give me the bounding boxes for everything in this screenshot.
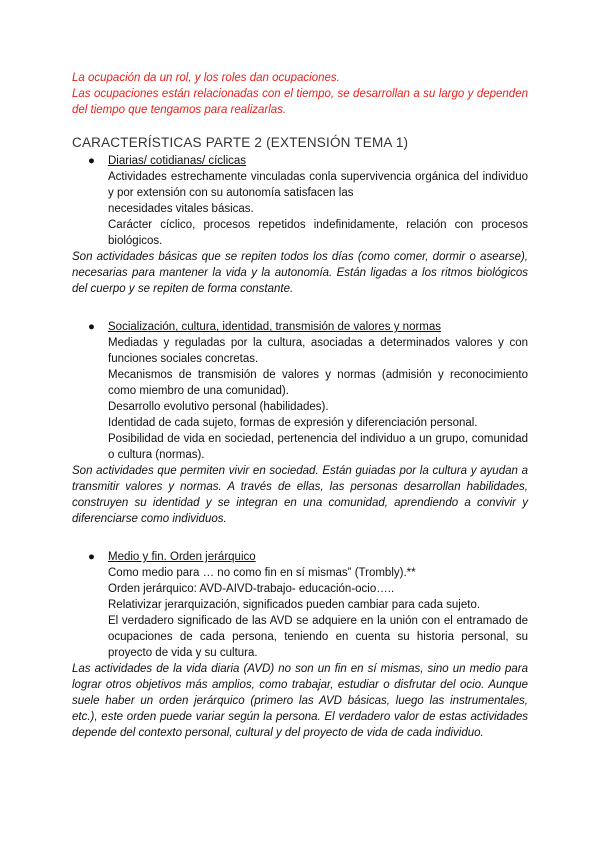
bullet-title: Medio y fin. Orden jerárquico bbox=[108, 551, 256, 563]
intro-block bbox=[72, 70, 528, 118]
bullet-icon: ● bbox=[88, 321, 95, 333]
section-note: Son actividades que permiten vivir en sociedad. Están guiadas por la cultura y ayudan a transmitir valores y normas. A través de ellas, las personas desarrollan habilidades, construyen su identidad y se integran en una comunidad, aprendiendo a convivir y diferenciarse como individuos. bbox=[72, 465, 528, 525]
bullet-title: Socialización, cultura, identidad, transmisión de valores y normas bbox=[108, 321, 442, 333]
section-heading: CARACTERÍSTICAS PARTE 2 (EXTENSIÓN TEMA 1) bbox=[72, 135, 409, 150]
body-line: Orden jerárquico: AVD-AIVD-trabajo- educación-ocio….. bbox=[108, 583, 395, 595]
intro-line: Las ocupaciones están relacionadas con el tiempo, se desarrollan a su largo y dependen del tiempo que tengamos para realizarlas. bbox=[72, 88, 528, 116]
bullet-icon: ● bbox=[88, 551, 95, 563]
bullet-title: Diarias/ cotidianas/ cíclicas bbox=[108, 155, 247, 167]
body-line: Mecanismos de transmisión de valores y normas (admisión y reconocimiento como miembro de una comunidad). bbox=[108, 369, 528, 397]
body-line: Mediadas y reguladas por la cultura, asociadas a determinados valores y con funciones sociales concretas. bbox=[108, 337, 528, 365]
bullet-body bbox=[72, 335, 528, 463]
body-line: Como medio para … no como fin en sí mismas” (Trombly).** bbox=[108, 567, 416, 579]
section-note: Las actividades de la vida diaria (AVD) no son un fin en sí mismas, sino un medio para lograr otros objetivos más amplios, como trabajar, estudiar o disfrutar del ocio. Aunque suele haber un orden jerárquico (primero las AVD básicas, luego las instrumentales, etc.), este orden puede variar según la persona. El verdadero valor de estas actividades depende del contexto personal, cultural y del proyecto de vida de cada individuo. bbox=[72, 663, 528, 739]
section-socializacion bbox=[72, 319, 528, 527]
section-medio-fin bbox=[72, 549, 528, 741]
bullet-item bbox=[72, 549, 528, 565]
bullet-body bbox=[72, 565, 528, 661]
body-line: necesidades vitales básicas. bbox=[108, 203, 254, 215]
body-line: Relativizar jerarquización, significados pueden cambiar para cada sujeto. bbox=[108, 599, 481, 611]
section-note: Son actividades básicas que se repiten todos los días (como comer, dormir o asearse), necesarias para mantener la vida y la autonomía. Están ligadas a los ritmos biológicos del cuerpo y se repiten de forma constante. bbox=[72, 251, 528, 295]
bullet-item bbox=[72, 153, 528, 169]
bullet-body bbox=[72, 169, 528, 249]
section-diarias bbox=[72, 153, 528, 297]
body-line: Actividades estrechamente vinculadas conla supervivencia orgánica del individuo y por extensión con su autonomía satisfacen las bbox=[108, 171, 528, 199]
bullet-icon: ● bbox=[88, 155, 95, 167]
body-line: Desarrollo evolutivo personal (habilidades). bbox=[108, 401, 329, 413]
intro-line: La ocupación da un rol, y los roles dan ocupaciones. bbox=[72, 72, 340, 84]
body-line: El verdadero significado de las AVD se adquiere en la unión con el entramado de ocupaciones de cada persona, teniendo en cuenta su historia personal, su proyecto de vida y su cultura. bbox=[108, 615, 528, 659]
body-line: Identidad de cada sujeto, formas de expresión y diferenciación personal. bbox=[108, 417, 478, 429]
body-line: Carácter cíclico, procesos repetidos indefinidamente, relación con procesos biológicos. bbox=[108, 219, 528, 247]
bullet-item bbox=[72, 319, 528, 335]
body-line: Posibilidad de vida en sociedad, pertenencia del individuo a un grupo, comunidad o cultura (normas). bbox=[108, 433, 528, 461]
